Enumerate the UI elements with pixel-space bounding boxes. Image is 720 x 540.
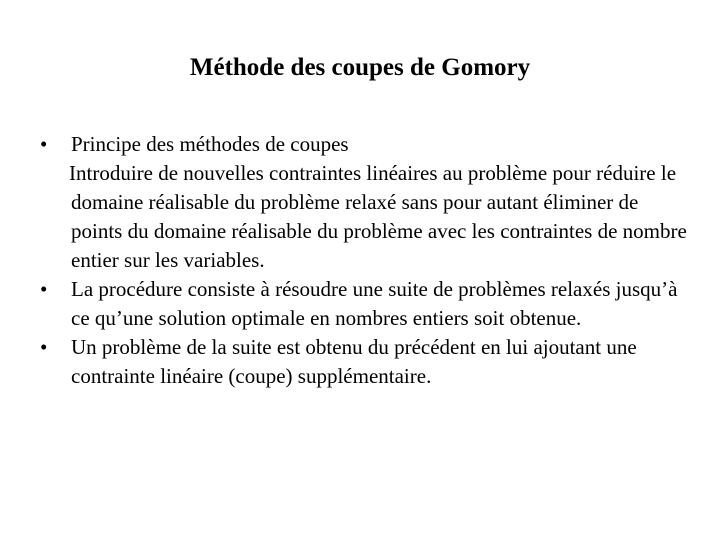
- bullet-icon: •: [40, 132, 48, 156]
- bullet-list: [40, 130, 690, 391]
- list-item-text: La procédure consiste à résoudre une suite de problèmes relaxés jusqu’à ce qu’une solution optimale en nombres entiers soit obtenue.: [71, 277, 678, 330]
- bullet-icon: •: [40, 277, 48, 301]
- list-item: [40, 275, 690, 333]
- bullet-icon: •: [40, 335, 48, 359]
- list-item-subtext: Introduire de nouvelles contraintes linéaires au problème pour réduire le domaine réalisable du problème relaxé sans pour autant éliminer de points du domaine réalisable du problème avec les contraintes de nombre entier sur les variables.: [69, 161, 687, 272]
- slide-title: Méthode des coupes de Gomory: [189, 54, 531, 81]
- list-item-text: Principe des méthodes de coupes: [71, 132, 349, 156]
- list-item-text: Un problème de la suite est obtenu du précédent en lui ajoutant une contrainte linéaire (coupe) supplémentaire.: [71, 335, 637, 388]
- list-item: [40, 130, 690, 275]
- list-item: [40, 333, 690, 391]
